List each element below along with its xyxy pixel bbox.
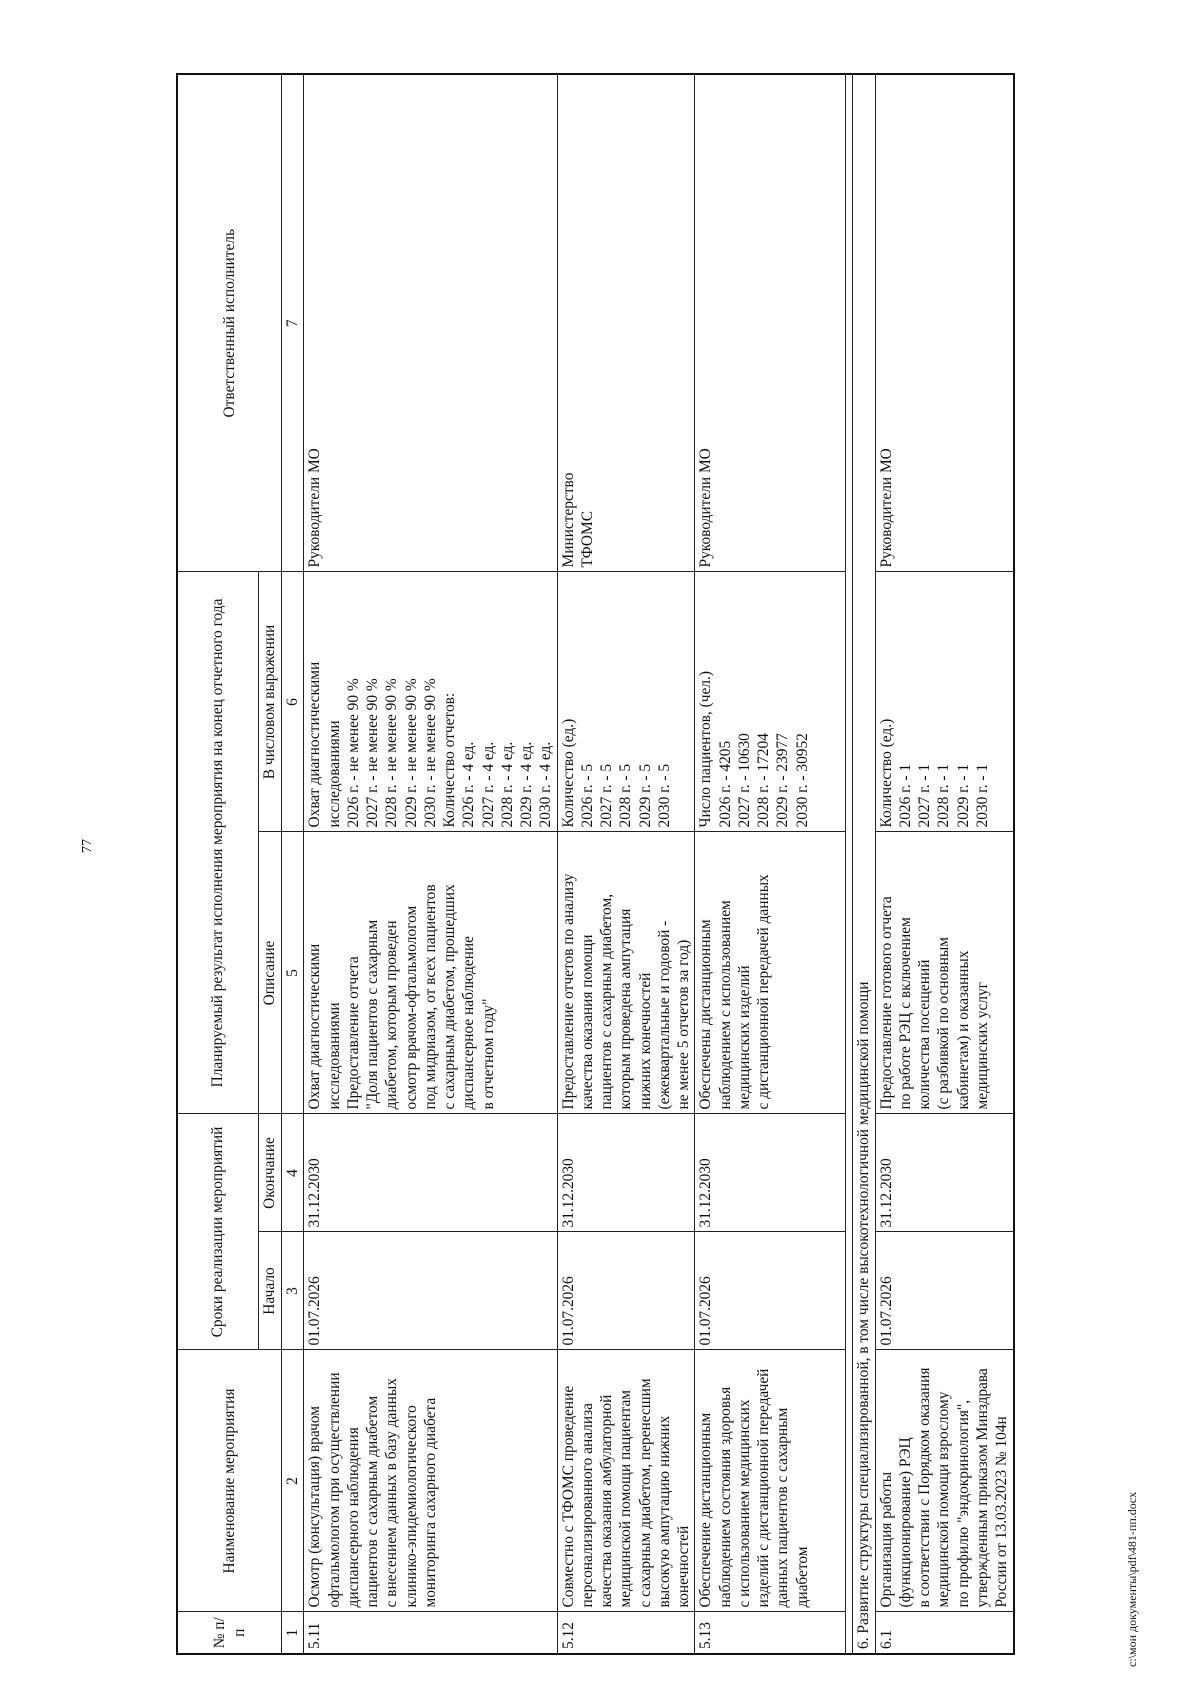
result-numeric-line: 2030 г. - 4 ед.	[537, 741, 555, 828]
result-description-line: под мидриазом, от всех пациентов	[421, 884, 439, 1110]
event-name-line: данных пациентов с сахарным	[774, 1407, 792, 1608]
col-number: 3	[282, 1232, 304, 1350]
result-description-line: исследованиями	[325, 1002, 343, 1110]
event-name-line: высокую ампутацию нижних	[655, 1415, 673, 1608]
start-date: 01.07.2026	[304, 1232, 557, 1350]
result-description-line: качества оказания помощи	[578, 934, 596, 1110]
responsible-executor-line: Министерство	[559, 472, 577, 568]
event-name	[875, 1350, 1014, 1612]
responsible-executor-line: ТФОМС	[578, 511, 596, 568]
event-name-line: клинико-эпидемиологического	[402, 1405, 420, 1608]
event-name-line: утвержденным приказом Минздрава	[973, 1368, 991, 1608]
result-numeric-line: 2030 г. - 30952	[793, 733, 811, 828]
result-numeric-line: Количество отчетов:	[441, 692, 458, 828]
result-description-line: Предоставление отчета	[344, 956, 362, 1110]
result-numeric-line: 2027 г. - 1	[916, 763, 933, 828]
result-description	[557, 832, 695, 1114]
row-number: 5.11	[304, 1612, 557, 1654]
event-name-line: качества оказания амбулаторной	[598, 1394, 615, 1608]
event-name-line: офтальмологом при осуществлении	[325, 1372, 343, 1608]
result-description-line: Обеспечены дистанционным	[697, 919, 715, 1110]
col-number: 2	[282, 1350, 304, 1612]
event-name-line: Осмотр (консультация) врачом	[306, 1406, 324, 1608]
header-responsible: Ответственный исполнитель	[177, 74, 282, 572]
result-numeric-line: Охват диагностическими	[306, 661, 324, 828]
event-name-line: России от 13.03.2023 № 104н	[993, 1416, 1010, 1608]
row-number: 5.12	[557, 1612, 695, 1654]
event-name-line: медицинской помощи пациентам	[617, 1389, 635, 1608]
result-numeric-line: 2028 г. - не менее 90 %	[383, 678, 401, 828]
result-numeric-line: 2026 г. - 5	[578, 763, 596, 828]
start-date: 01.07.2026	[875, 1232, 1014, 1350]
result-numeric-line: 2026 г. - 1	[896, 763, 914, 828]
header-result: Планируемый результат исполнения мероприятия на конец отчетного года	[177, 572, 259, 1114]
row-number: 5.13	[695, 1612, 846, 1654]
result-description	[695, 832, 846, 1114]
result-description-line: в отчетном году"	[479, 998, 497, 1110]
col-number: 7	[282, 74, 304, 572]
result-numeric-line: 2029 г. - не менее 90 %	[402, 678, 420, 828]
result-numeric-line: 2029 г. - 23977	[774, 733, 792, 828]
responsible-executor	[695, 74, 846, 572]
header-end: Окончание	[259, 1114, 282, 1232]
end-date: 31.12.2030	[557, 1114, 695, 1232]
result-numeric-line: 2026 г. - не менее 90 %	[344, 678, 362, 828]
event-name	[557, 1350, 695, 1612]
col-number: 5	[282, 832, 304, 1114]
result-description-line: по работе РЭЦ с включением	[896, 917, 914, 1110]
section-title: 6. Развитие структуры специализированной, в том числе высокотехнологичной медицинской помощи	[853, 74, 875, 1654]
responsible-executor	[304, 74, 557, 572]
result-description-line: не менее 5 отчетов за год)	[675, 939, 692, 1110]
page-number: 77	[80, 839, 95, 853]
result-description-line: Предоставление готового отчета	[877, 896, 895, 1110]
event-name-line: изделий с дистанционной передачей	[755, 1368, 772, 1608]
event-name-line: с сахарным диабетом, перенесшим	[636, 1378, 654, 1608]
result-numeric-line: 2029 г. - 4 ед.	[518, 741, 535, 828]
header-name: Наименование мероприятия	[177, 1350, 282, 1612]
event-name-line: с внесением данных в базу данных	[383, 1378, 401, 1608]
responsible-executor-line: Руководители МО	[306, 448, 324, 568]
responsible-executor	[557, 74, 695, 572]
header-num: № п/п	[177, 1612, 282, 1654]
result-numeric-line: 2030 г. - не менее 90 %	[421, 678, 439, 828]
result-numeric-line: 2028 г. - 1	[935, 763, 953, 828]
result-description-line: "Доля пациентов с сахарным	[364, 919, 381, 1110]
plan-table	[176, 73, 1015, 1655]
result-numeric-line: 2026 г. - 4 ед.	[460, 741, 478, 828]
result-numeric	[304, 572, 557, 832]
result-numeric	[557, 572, 695, 832]
spacer-row	[846, 74, 853, 1654]
result-numeric-line: Число пациентов, (чел.)	[697, 671, 715, 828]
header-description: Описание	[259, 832, 282, 1114]
result-description-line: диабетом, которым проведен	[383, 920, 401, 1110]
start-date: 01.07.2026	[557, 1232, 695, 1350]
result-description-line: медицинских изделий	[735, 965, 753, 1110]
event-name-line: медицинской помощи взрослому	[935, 1391, 953, 1608]
event-name-line: Организация работы	[877, 1471, 895, 1608]
result-numeric-line: Количество (ед.)	[559, 718, 577, 828]
result-numeric-line: Количество (ед.)	[877, 718, 895, 828]
table-row	[695, 74, 846, 1654]
result-description-line: диспансерное наблюдение	[460, 936, 478, 1110]
event-name-line: конечностей	[675, 1525, 692, 1608]
result-description-line: с дистанционной передачей данных	[755, 874, 772, 1110]
result-numeric-line: 2028 г. - 4 ед.	[498, 741, 516, 828]
result-numeric-line: 2030 г. - 5	[655, 763, 673, 828]
end-date: 31.12.2030	[304, 1114, 557, 1232]
result-description-line: наблюдением с использованием	[716, 900, 734, 1110]
result-numeric-line: 2029 г. - 1	[954, 763, 972, 828]
header-numeric: В числовом выражении	[259, 572, 282, 832]
result-description-line: нижних конечностей	[636, 972, 654, 1110]
result-numeric-line: 2029 г. - 5	[636, 763, 654, 828]
result-description-line: Охват диагностическими	[306, 943, 324, 1110]
result-numeric-line: 2026 г. - 4205	[716, 740, 734, 828]
row-number: 6.1	[875, 1612, 1014, 1654]
start-date: 01.07.2026	[695, 1232, 846, 1350]
table-row	[304, 74, 557, 1654]
header-dates: Сроки реализации мероприятий	[177, 1114, 259, 1350]
event-name	[695, 1350, 846, 1612]
result-description-line: с сахарным диабетом, прошедших	[441, 884, 458, 1110]
result-numeric-line: 2027 г. - не менее 90 %	[364, 678, 381, 828]
event-name-line: по профилю "эндокринология",	[954, 1399, 972, 1608]
table-row	[875, 74, 1014, 1654]
event-name-line: (функционирование) РЭЦ	[896, 1437, 914, 1608]
event-name-line: в соответствии с Порядком оказания	[916, 1367, 933, 1608]
event-name-line: Совместно с ТФОМС проведение	[559, 1385, 577, 1608]
event-name-line: пациентов с сахарным диабетом	[364, 1395, 381, 1608]
responsible-executor	[875, 74, 1014, 572]
event-name	[304, 1350, 557, 1612]
header-start: Начало	[259, 1232, 282, 1350]
event-name-line: диспансерного наблюдения	[344, 1427, 362, 1608]
result-numeric-line: 2027 г. - 4 ед.	[479, 741, 497, 828]
result-description-line: медицинских услуг	[973, 982, 991, 1110]
event-name-line: Обеспечение дистанционным	[697, 1412, 715, 1608]
section-header-row	[853, 74, 875, 1654]
result-numeric	[875, 572, 1014, 832]
event-name-line: мониторинга сахарного диабета	[421, 1397, 439, 1608]
responsible-executor-line: Руководители МО	[697, 448, 715, 568]
result-numeric-line: 2027 г. - 5	[598, 763, 615, 828]
event-name-line: наблюдением состояния здоровья	[716, 1386, 734, 1608]
end-date: 31.12.2030	[695, 1114, 846, 1232]
result-description-line: (ежеквартальные и годовой -	[655, 920, 673, 1110]
table-row	[557, 74, 695, 1654]
result-description-line: пациентов с сахарным диабетом,	[598, 893, 615, 1110]
end-date: 31.12.2030	[875, 1114, 1014, 1232]
event-name-line: диабетом	[793, 1546, 811, 1608]
result-description	[304, 832, 557, 1114]
result-description-line: осмотр врачом-офтальмологом	[402, 905, 420, 1110]
col-number: 4	[282, 1114, 304, 1232]
event-name-line: с использованием медицинских	[735, 1399, 753, 1608]
col-number: 1	[282, 1612, 304, 1654]
responsible-executor-line: Руководители МО	[877, 448, 895, 568]
footer-file-path: c:\мои документы\pdf\481-пп.docx	[1125, 1491, 1139, 1667]
col-number: 6	[282, 572, 304, 832]
spacer-cell	[846, 74, 853, 1654]
result-description-line: которым проведена ампутация	[617, 908, 635, 1110]
result-numeric-line: исследованиями	[325, 720, 343, 828]
result-description-line: кабинетам) и оказанных	[954, 950, 972, 1110]
result-description-line: (с разбивкой по основным	[935, 937, 953, 1110]
result-description-line: количества посещений	[916, 959, 933, 1110]
result-numeric-line: 2030 г. - 1	[973, 763, 991, 828]
result-description	[875, 832, 1014, 1114]
result-numeric-line: 2028 г. - 5	[617, 763, 635, 828]
result-numeric-line: 2028 г. - 17204	[755, 733, 772, 828]
result-description-line: Предоставление отчетов по анализу	[559, 873, 577, 1110]
table-body	[304, 74, 1014, 1654]
result-numeric-line: 2027 г. - 10630	[735, 733, 753, 828]
column-numbers-row	[282, 74, 304, 1654]
result-numeric	[695, 572, 846, 832]
event-name-line: персонализированного анализа	[578, 1402, 596, 1608]
